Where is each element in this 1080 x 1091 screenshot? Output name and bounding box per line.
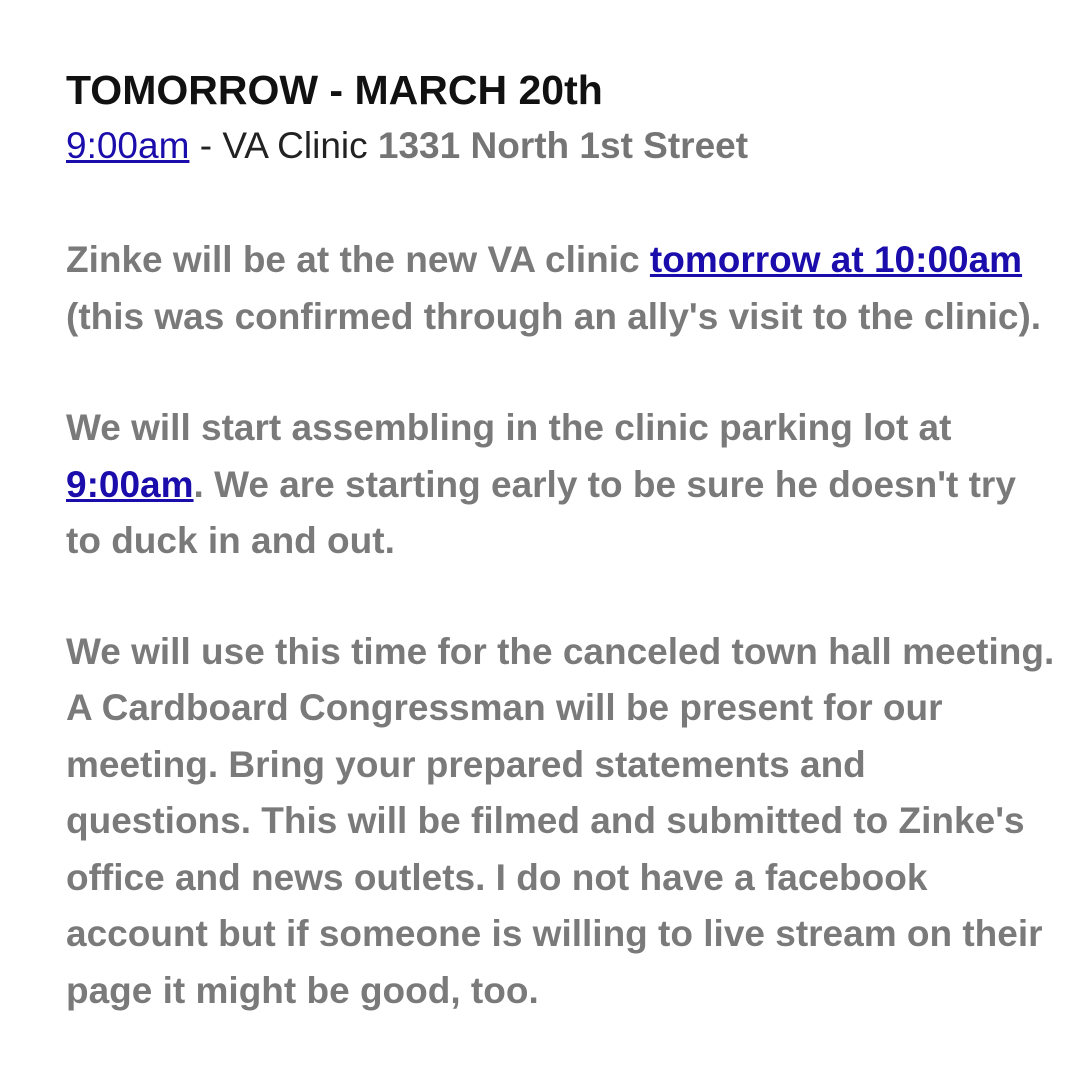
paragraph-text: (this was confirmed through an ally's visit to the clinic). (66, 295, 1042, 337)
location-separator: - (189, 125, 223, 166)
tomorrow-time-link[interactable]: tomorrow at 10:00am (649, 239, 1023, 280)
paragraph-text: Zinke will be at the new VA clinic (66, 239, 650, 280)
paragraph-text: We will start assembling in the clinic parking lot at (66, 407, 952, 448)
address-text: 1331 North 1st Street (377, 125, 749, 166)
post-content (66, 62, 1056, 1019)
time-link[interactable]: 9:00am (66, 125, 190, 166)
assembly-time-link[interactable]: 9:00am (66, 463, 194, 505)
location-name: VA Clinic (222, 125, 368, 166)
paragraph-text: . We are starting early to be sure he doesn't try to duck in and out. (66, 463, 1016, 561)
post-title: TOMORROW - MARCH 20th (66, 67, 603, 113)
event-time-location (66, 118, 1056, 174)
paragraph-zinke-visit (66, 232, 1056, 345)
paragraph-town-hall: We will use this time for the canceled town hall meeting. A Cardboard Congressman will be present for our meeting. Bring your prepared statements and questions. This will be filmed and submitted to Zinke's office and news outlets. I do not have a facebook account but if someone is willing to live stream on their page it might be good, too. (66, 630, 1055, 1011)
paragraph-assembly (66, 400, 1056, 570)
